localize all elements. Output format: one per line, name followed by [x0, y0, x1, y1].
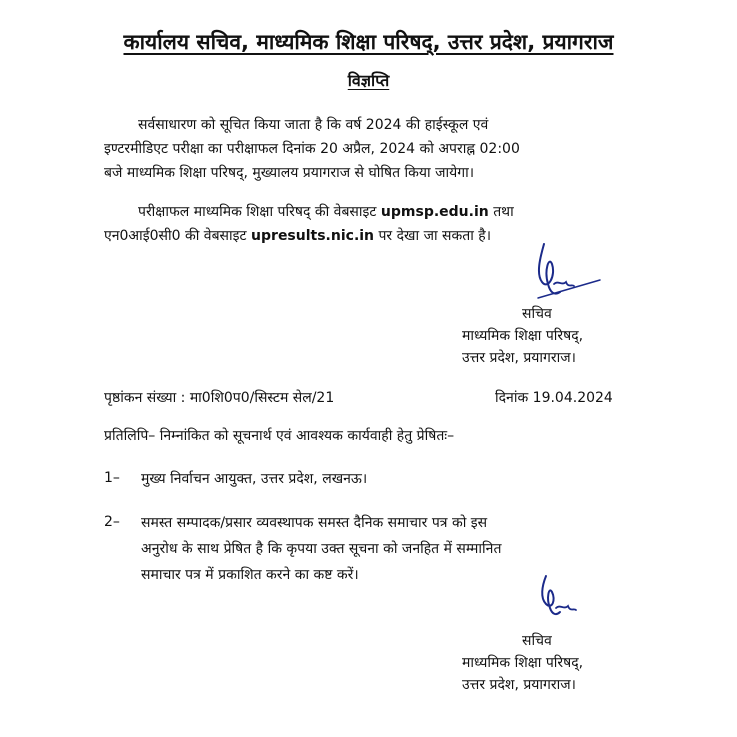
date-label: दिनांक — [495, 390, 529, 406]
office-title: कार्यालय सचिव, माध्यमिक शिक्षा परिषद्, उत्तर प्रदेश, प्रयागराज — [123, 30, 614, 54]
notice-heading: विज्ञप्ति — [347, 71, 390, 90]
signatory-org: माध्यमिक शिक्षा परिषद्, — [462, 328, 584, 344]
signatory-designation: सचिव — [522, 306, 552, 322]
paragraph-line: बजे माध्यमिक शिक्षा परिषद्, मुख्यालय प्रयागराज से घोषित किया जायेगा। — [104, 165, 475, 181]
website-line-suffix: पर देखा जा सकता है। — [378, 228, 492, 244]
list-item-line: समाचार पत्र में प्रकाशित करने का कष्ट करें। — [141, 567, 359, 583]
list-item-line: मुख्य निर्वाचन आयुक्त, उत्तर प्रदेश, लखनऊ। — [141, 471, 368, 487]
website-line-prefix: परीक्षाफल माध्यमिक शिक्षा परिषद् की वेबसाइट — [138, 204, 377, 220]
date-value: 19.04.2024 — [532, 390, 613, 406]
list-item-line: अनुरोध के साथ प्रेषित है कि कृपया उक्त सूचना को जनहित में सम्मानित — [141, 541, 502, 557]
list-item-line: समस्त सम्पादक/प्रसार व्यवस्थापक समस्त दैनिक समाचार पत्र को इस — [141, 515, 488, 531]
website-line-suffix: तथा — [493, 204, 514, 220]
list-item — [141, 466, 652, 492]
signature-scribble-icon — [530, 240, 610, 302]
announcement-paragraph — [104, 113, 652, 185]
paragraph-line: सर्वसाधारण को सूचित किया जाता है कि वर्ष 2024 की हाईस्कूल एवं — [138, 117, 489, 133]
reference-number: पृष्ठांकन संख्या : मा0शि0प0/सिस्टम सेल/21 — [104, 390, 335, 406]
signature-scribble-icon — [534, 572, 594, 622]
signatory-location: उत्तर प्रदेश, प्रयागराज। — [462, 350, 576, 366]
signature-block-2 — [462, 630, 583, 696]
website-link-upresults[interactable]: upresults.nic.in — [251, 228, 375, 244]
list-item-number: 2– — [104, 514, 120, 530]
signatory-location: उत्तर प्रदेश, प्रयागराज। — [462, 677, 576, 693]
copy-to-heading: प्रतिलिपि– निम्नांकित को सूचनार्थ एवं आवश्यक कार्यवाही हेतु प्रेषितः– — [104, 428, 455, 444]
signature-block-1 — [462, 303, 583, 369]
signatory-designation: सचिव — [522, 633, 552, 649]
website-line-prefix: एन0आई0सी0 की वेबसाइट — [104, 228, 247, 244]
reference-date — [495, 388, 613, 407]
website-link-upmsp[interactable]: upmsp.edu.in — [380, 204, 489, 220]
list-item-number: 1– — [104, 470, 120, 486]
paragraph-line: इण्टरमीडिएट परीक्षा का परीक्षाफल दिनांक 20 अप्रैल, 2024 को अपराह्न 02:00 — [104, 141, 520, 157]
website-line-1 — [104, 200, 652, 224]
signatory-org: माध्यमिक शिक्षा परिषद्, — [462, 655, 584, 671]
